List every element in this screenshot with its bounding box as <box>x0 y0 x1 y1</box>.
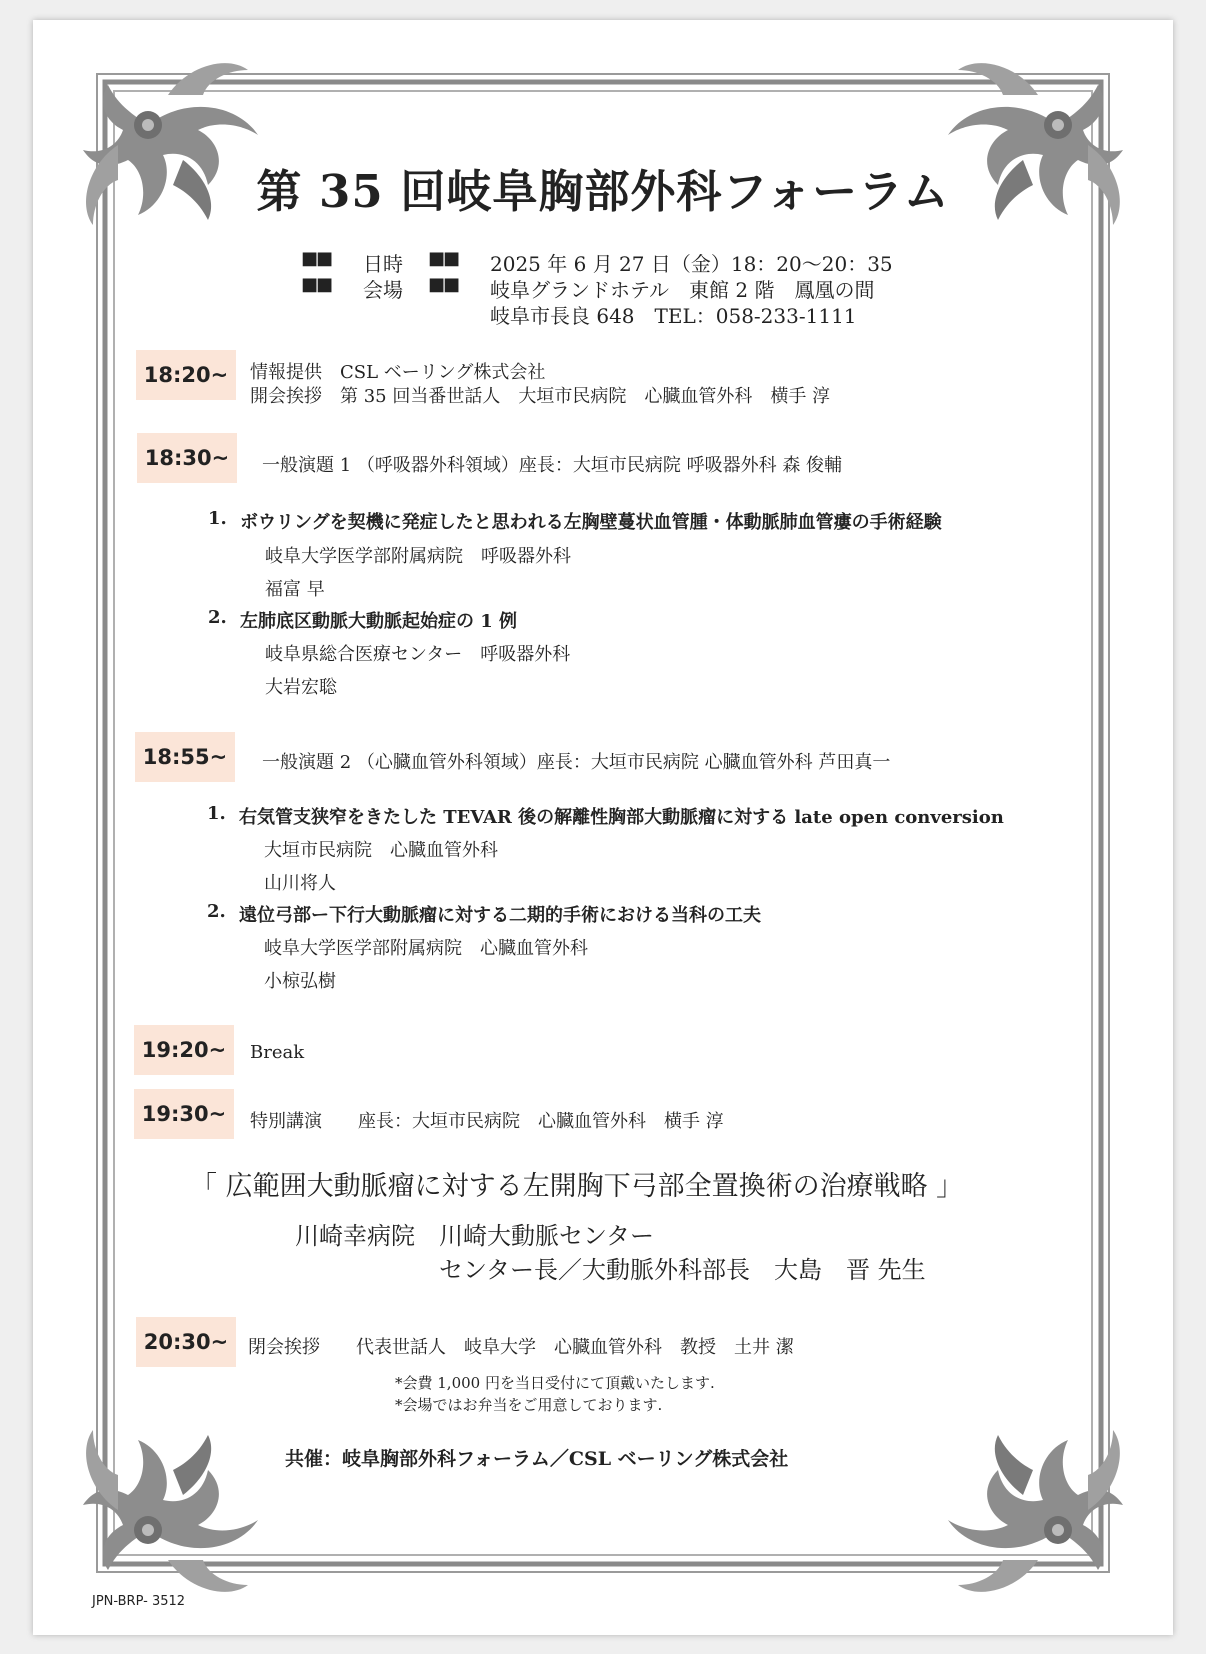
time-badge-1920: 19:20~ <box>134 1025 234 1075</box>
talk-speaker: 小椋弘樹 <box>264 971 336 992</box>
talk-affiliation: 岐阜大学医学部附属病院 心臓血管外科 <box>264 938 588 959</box>
talk-affiliation: 岐阜県総合医療センター 呼吸器外科 <box>265 644 571 665</box>
special-lecture-speaker: センター長／大動脈外科部長 大島 晋 先生 <box>439 1256 926 1284</box>
note-lunch: *会場ではお弁当をご用意しております. <box>395 1396 663 1414</box>
date-marker-right: ■■ <box>428 248 459 269</box>
date-label: 日時 <box>363 252 403 276</box>
opening-remarks-line: 開会挨拶 第 35 回当番世話人 大垣市民病院 心臓血管外科 横手 淳 <box>250 386 831 407</box>
talk-title: 遠位弓部ー下行大動脈瘤に対する二期的手術における当科の工夫 <box>239 905 761 926</box>
flyer-page <box>33 20 1173 1635</box>
talk-affiliation: 大垣市民病院 心臓血管外科 <box>264 840 498 861</box>
venue-address: 岐阜市長良 648 TEL：058-233-1111 <box>490 304 857 328</box>
talk-title: 右気管支狭窄をきたした TEVAR 後の解離性胸部大動脈瘤に対する late open conversion <box>239 807 1004 828</box>
info-provider-line: 情報提供 CSL ベーリング株式会社 <box>250 362 546 383</box>
talk-number: 2. <box>207 901 226 922</box>
talk-affiliation: 岐阜大学医学部附属病院 呼吸器外科 <box>265 546 571 567</box>
note-fee: *会費 1,000 円を当日受付にて頂戴いたします. <box>395 1374 715 1392</box>
time-badge-1820: 18:20~ <box>136 350 236 400</box>
talk-speaker: 大岩宏聡 <box>265 677 337 698</box>
closing-remarks-line: 閉会挨拶 代表世話人 岐阜大学 心臓血管外科 教授 土井 潔 <box>248 1337 794 1358</box>
venue-label: 会場 <box>363 278 403 302</box>
venue-marker-left: ■■ <box>301 274 332 295</box>
time-badge-1855: 18:55~ <box>135 732 235 782</box>
date-value: 2025 年 6 月 27 日（金）18：20〜20：35 <box>490 252 893 276</box>
cohost-line: 共催：岐阜胸部外科フォーラム／CSL ベーリング株式会社 <box>285 1448 789 1470</box>
talk-title: ボウリングを契機に発症したと思われる左胸壁蔓状血管腫・体動脈肺血管瘻の手術経験 <box>240 512 942 533</box>
venue-marker-right: ■■ <box>428 274 459 295</box>
talk-speaker: 山川将人 <box>264 873 336 894</box>
corner-ornament-bottom-left <box>83 1430 258 1592</box>
session1-heading: 一般演題 1 （呼吸器外科領域）座長：大垣市民病院 呼吸器外科 森 俊輔 <box>262 455 843 476</box>
special-lecture-affiliation: 川崎幸病院 川崎大動脈センター <box>295 1222 655 1250</box>
talk-title: 左肺底区動脈大動脈起始症の 1 例 <box>240 611 518 632</box>
corner-ornament-bottom-right <box>948 1430 1123 1592</box>
document-code: JPN-BRP- 3512 <box>92 1594 186 1609</box>
time-badge-1830: 18:30~ <box>137 433 237 483</box>
special-lecture-title: 「 広範囲大動脈瘤に対する左開胸下弓部全置換術の治療戦略 」 <box>190 1171 964 1202</box>
time-badge-2030: 20:30~ <box>136 1317 236 1367</box>
time-badge-1930: 19:30~ <box>134 1089 234 1139</box>
special-lecture-chair: 特別講演 座長：大垣市民病院 心臓血管外科 横手 淳 <box>250 1111 724 1132</box>
talk-speaker: 福富 早 <box>265 579 325 600</box>
session2-heading: 一般演題 2 （心臓血管外科領域）座長：大垣市民病院 心臓血管外科 芦田真一 <box>262 752 891 773</box>
break-label: Break <box>250 1042 305 1063</box>
talk-number: 1. <box>207 803 226 824</box>
talk-number: 2. <box>208 607 227 628</box>
page-title: 第 35 回岐阜胸部外科フォーラム <box>256 165 950 218</box>
date-marker-left: ■■ <box>301 248 332 269</box>
talk-number: 1. <box>208 508 227 529</box>
venue-value: 岐阜グランドホテル 東館 2 階 鳳凰の間 <box>490 278 875 302</box>
